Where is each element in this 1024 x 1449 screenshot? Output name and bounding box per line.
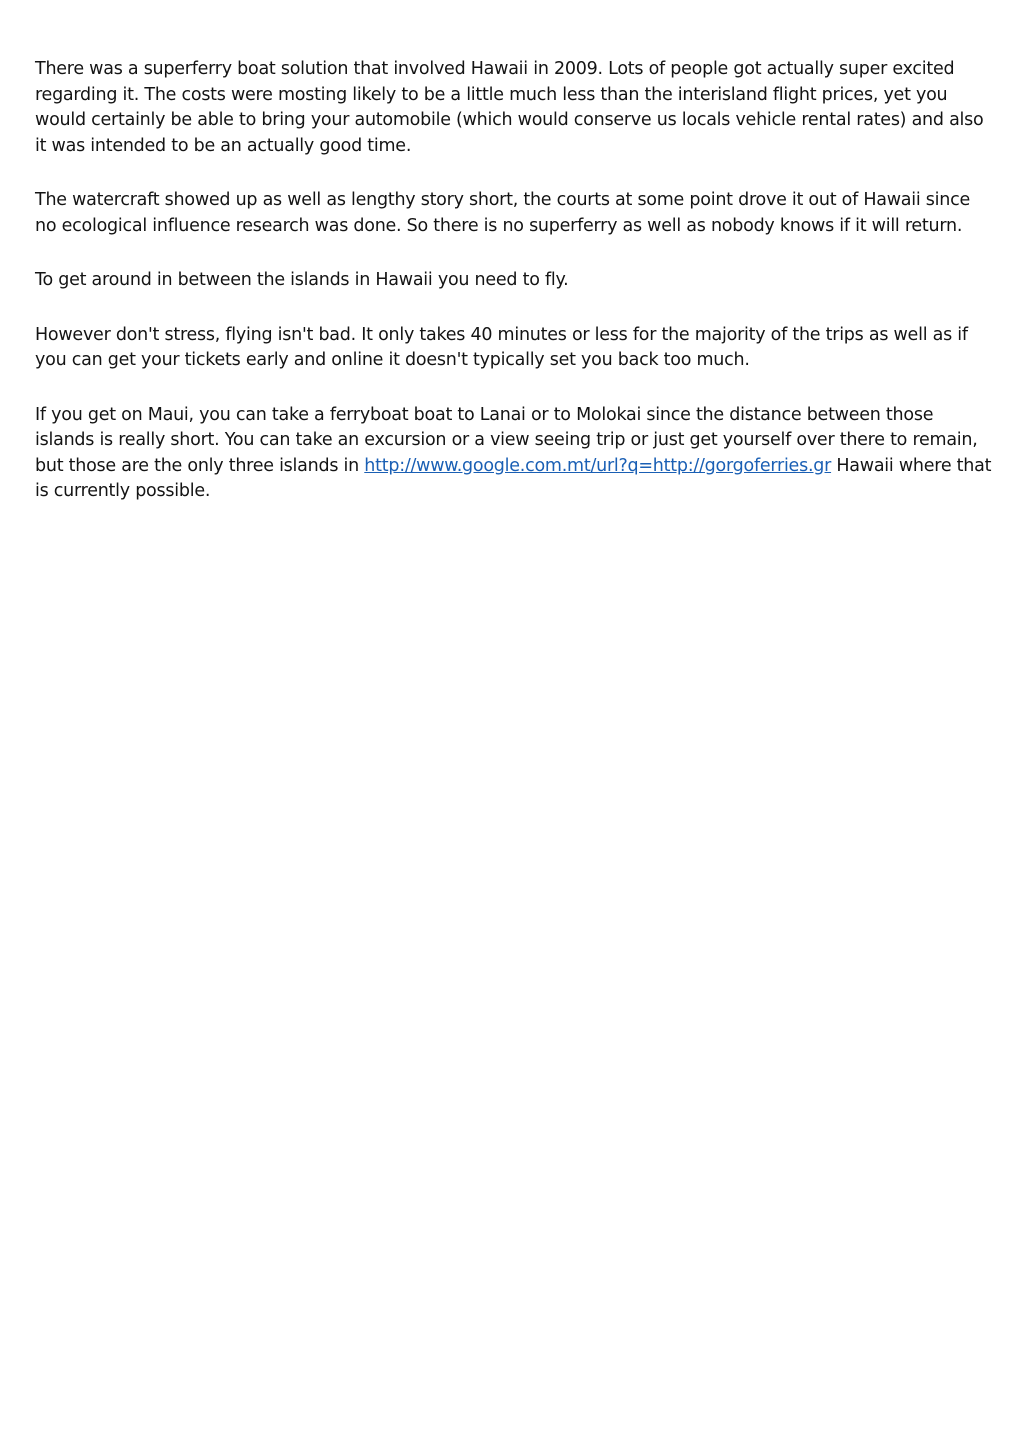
- paragraph-flying: However don't stress, flying isn't bad. It only takes 40 minutes or less for the majority of the trips as well as if you can get your tickets early and online it doesn't typically set you back too much.: [35, 324, 968, 370]
- paragraph-get-around: To get around in between the islands in Hawaii you need to fly.: [35, 270, 569, 290]
- paragraph-superferry-intro: There was a superferry boat solution that involved Hawaii in 2009. Lots of people got actually super excited regarding it. The costs were mosting likely to be a little much less than the interisland flight prices, yet you would certainly be able to bring your automobile (which would conserve us locals vehicle rental rates) and also it was intended to be an actually good time.: [35, 59, 984, 156]
- document-body: [35, 57, 995, 534]
- paragraph-watercraft: The watercraft showed up as well as lengthy story short, the courts at some point drove it out of Hawaii since no ecological influence research was done. So there is no superferry as well as nobody knows if it will return.: [35, 190, 970, 236]
- paragraph-maui-text-after: Hawaii where that is currently possible.: [35, 455, 992, 501]
- paragraph-maui-text-before: If you get on Maui, you can take a ferryboat boat to Lanai or to Molokai since the distance between those islands is really short. You can take an excursion or a view seeing trip or just get yourself over there to remain, but those are the only three islands in: [35, 404, 978, 476]
- gorgoferries-link[interactable]: http://www.google.com.mt/url?q=http://gorgoferries.gr: [364, 455, 832, 476]
- paragraph-maui: [35, 403, 995, 505]
